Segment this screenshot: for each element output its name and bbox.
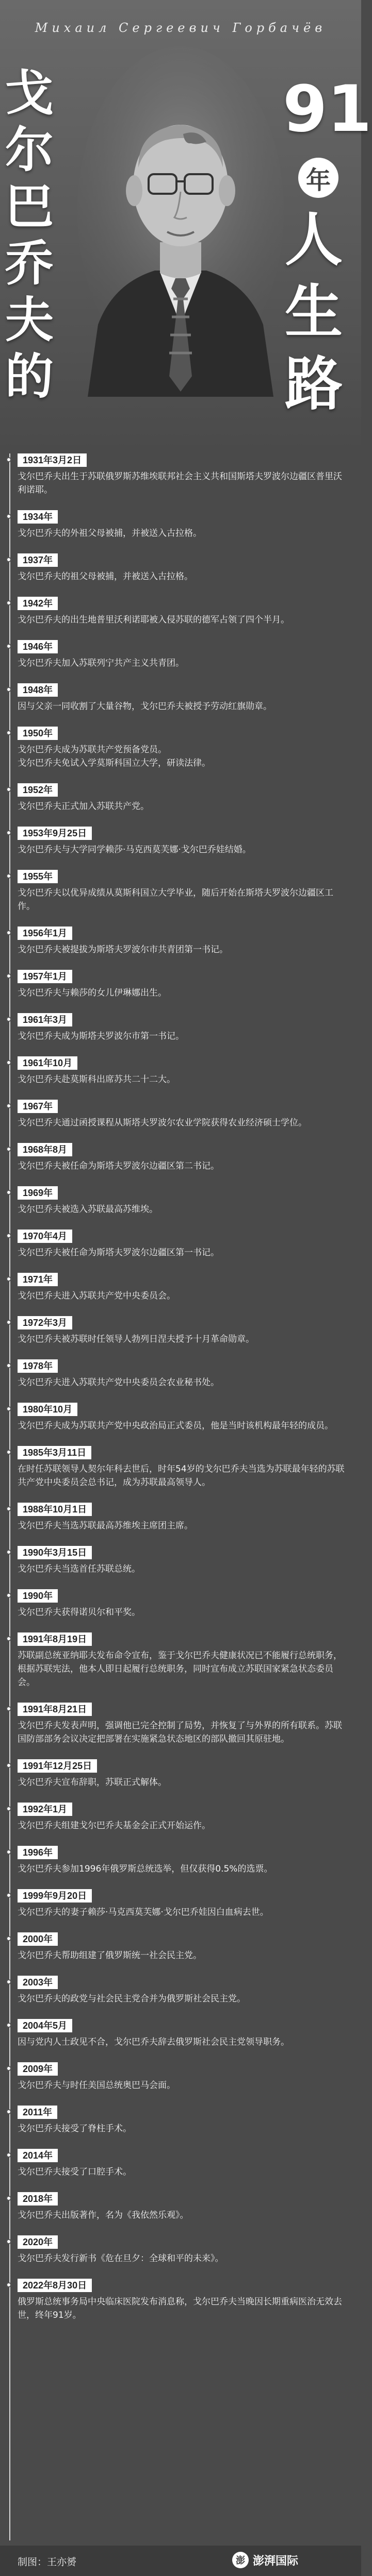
timeline-dot (6, 1979, 11, 1984)
event-text: 戈尔巴乔夫加入苏联列宁共产主义共青团。 (18, 658, 184, 668)
year-badge: 年 (298, 158, 338, 198)
timeline-dot (6, 1849, 11, 1855)
event-date: 1968年8月 (18, 1143, 72, 1156)
timeline-dot (6, 1506, 11, 1511)
portrait-illustration (77, 57, 284, 397)
event-text: 戈尔巴乔夫被任命为斯塔夫罗波尔边疆区第一书记。 (18, 1248, 219, 1258)
timeline-dot (6, 457, 11, 462)
timeline-dot (6, 2066, 11, 2071)
event-date: 2014年 (18, 2149, 58, 2162)
timeline-dot (6, 1233, 11, 1238)
event-date: 1999年9月20日 (18, 1889, 92, 1902)
timeline-dot (6, 787, 11, 792)
event-text: 戈尔巴乔夫与大学同学赖莎·马克西莫芙娜·戈尔巴乔娃结婚。 (18, 845, 251, 855)
event-date: 1978年 (18, 1359, 58, 1373)
event-date: 1970年4月 (18, 1230, 72, 1243)
timeline-line (9, 453, 10, 2540)
event-date: 1996年 (18, 1846, 58, 1859)
event-text: 戈尔巴乔夫当选首任苏联总统。 (18, 1564, 140, 1574)
event-text: 戈尔巴乔夫成为苏联共产党预备党员。 戈尔巴乔夫免试入学莫斯科国立大学，研读法律。 (18, 745, 211, 768)
timeline-dot (6, 1706, 11, 1711)
event-text: 戈尔巴乔夫被苏联时任领导人勃列日涅夫授予十月革命勋章。 (18, 1334, 254, 1344)
event-date: 1990年 (18, 1589, 58, 1603)
event-text: 戈尔巴乔夫进入苏联共产党中央委员会。 (18, 1291, 175, 1301)
event-text: 俄罗斯总统事务局中央临床医院发布消息称，戈尔巴乔夫当晚因长期重病医治无效去世，终年91岁。 (18, 2297, 342, 2320)
timeline-dot (6, 687, 11, 692)
timeline-dot (6, 2239, 11, 2244)
event-text: 戈尔巴乔夫宣布辞职，苏联正式解体。 (18, 1777, 167, 1788)
timeline (0, 453, 361, 2540)
event-text: 戈尔巴乔夫与时任美国总统奥巴马会面。 (18, 2080, 175, 2091)
event-text: 苏联副总统亚纳耶夫发布命令宣布，鉴于戈尔巴乔夫健康状况已不能履行总统职务，根据苏联宪法，他本人即日起履行总统职务，同时宣布成立苏联国家紧急状态委员会。 (18, 1651, 342, 1688)
timeline-dot (6, 830, 11, 835)
event-text: 戈尔巴乔夫的祖父母被捕，并被送入古拉格。 (18, 571, 193, 582)
event-date: 2011年 (18, 2106, 57, 2119)
title-char: 的 (5, 349, 54, 405)
event-date: 2000年 (18, 1932, 58, 1946)
timeline-dot (6, 2152, 11, 2158)
event-text: 因与党内人士政见不合，戈尔巴乔夫辞去俄罗斯社会民主党领导职务。 (18, 2037, 289, 2047)
timeline-dot (6, 1763, 11, 1768)
timeline-dot (6, 600, 11, 605)
timeline-dot (6, 2109, 11, 2114)
event-date: 2020年 (18, 2235, 58, 2249)
age-number: 91 (283, 72, 372, 146)
title-char: 巴 (5, 179, 54, 235)
event-text: 戈尔巴乔夫出版著作，名为《我依然乐观》。 (18, 2210, 189, 2220)
event-date: 1953年9月25日 (18, 827, 92, 840)
event-text: 戈尔巴乔夫出生于苏联俄罗斯苏维埃联邦社会主义共和国斯塔夫罗波尔边疆区普里沃利诺耶。 (18, 472, 342, 495)
event-text: 戈尔巴乔夫接受了口腔手术。 (18, 2167, 132, 2177)
event-text: 戈尔巴乔夫进入苏联共产党中央委员会农业秘书处。 (18, 1377, 219, 1388)
event-text: 戈尔巴乔夫组建戈尔巴乔夫基金会正式开始运作。 (18, 1821, 211, 1831)
event-text: 戈尔巴乔夫获得诺贝尔和平奖。 (18, 1607, 140, 1618)
event-date: 1991年8月19日 (18, 1632, 92, 1646)
event-date: 1969年 (18, 1186, 58, 1200)
timeline-dot (6, 514, 11, 519)
event-date: 1971年 (18, 1273, 58, 1286)
event-date: 1991年8月21日 (18, 1703, 92, 1716)
event-text: 戈尔巴乔夫与赖莎的女儿伊琳娜出生。 (18, 988, 167, 998)
title-char: 路 (285, 351, 343, 418)
timeline-dot (6, 1593, 11, 1598)
event-date: 1972年3月 (18, 1316, 72, 1329)
title-char: 夫 (5, 292, 54, 348)
event-date: 2004年5月 (18, 2019, 72, 2032)
event-date: 1937年 (18, 553, 58, 567)
timeline-dot (6, 1320, 11, 1325)
timeline-dot (6, 1017, 11, 1022)
event-date: 1961年3月 (18, 1013, 72, 1026)
logo-text: 澎湃国际 (253, 2554, 299, 2568)
timeline-dot (6, 1147, 11, 1152)
event-date: 1991年12月25日 (18, 1759, 97, 1773)
publisher-logo (232, 2552, 298, 2568)
timeline-dot (6, 557, 11, 562)
timeline-dot (6, 1363, 11, 1368)
timeline-dot (6, 2196, 11, 2201)
event-date: 1952年 (18, 783, 58, 797)
timeline-dot (6, 873, 11, 879)
logo-mark-icon: 澎 (232, 2552, 249, 2568)
event-text: 戈尔巴乔夫发表声明，强调他已完全控制了局势，并恢复了与外界的所有联系。苏联国防部部务会议决定把部署在实施紧急状态地区的部队撤回其原驻地。 (18, 1721, 342, 1744)
timeline-dot (6, 1806, 11, 1811)
event-date: 1990年3月15日 (18, 1546, 92, 1559)
timeline-dot (6, 1103, 11, 1108)
event-text: 戈尔巴乔夫以优异成绩从莫斯科国立大学毕业，随后开始在斯塔夫罗波尔边疆区工作。 (18, 888, 333, 912)
event-date: 1931年3月2日 (18, 453, 87, 467)
event-date: 1957年1月 (18, 970, 72, 983)
timeline-dot (6, 1893, 11, 1898)
event-text: 戈尔巴乔夫当选苏联最高苏维埃主席团主席。 (18, 1521, 193, 1531)
event-text: 戈尔巴乔夫的妻子赖莎·马克西莫芙娜·戈尔巴乔娃因白血病去世。 (18, 1907, 269, 1917)
event-date: 1955年 (18, 870, 58, 883)
event-date: 1946年 (18, 640, 58, 653)
footer (0, 2546, 361, 2576)
title-char: 戈 (5, 65, 54, 122)
event-date: 1980年10月 (18, 1403, 77, 1416)
timeline-dot (6, 1190, 11, 1195)
event-text: 戈尔巴乔夫成为苏联共产党中央政治局正式委员，他是当时该机构最年轻的成员。 (18, 1421, 333, 1431)
event-text: 戈尔巴乔夫正式加入苏联共产党。 (18, 801, 149, 812)
timeline-dot (6, 1450, 11, 1455)
timeline-dot (6, 2023, 11, 2028)
timeline-dot (6, 930, 11, 935)
timeline-dot (6, 1936, 11, 1941)
event-date: 2003年 (18, 1976, 58, 1989)
title-char: 生 (285, 279, 343, 346)
event-date: 2022年8月30日 (18, 2279, 92, 2292)
event-date: 2018年 (18, 2192, 58, 2205)
timeline-dot (6, 1276, 11, 1282)
event-date: 1992年1月 (18, 1803, 72, 1816)
timeline-dot (6, 1060, 11, 1065)
event-text: 戈尔巴乔夫成为斯塔夫罗波尔市第一书记。 (18, 1031, 184, 1041)
event-text: 戈尔巴乔夫被选入苏联最高苏维埃。 (18, 1204, 158, 1215)
timeline-dot (6, 973, 11, 979)
credit-text: 制图：王亦赟 (18, 2556, 77, 2568)
header (0, 0, 372, 453)
event-text: 戈尔巴乔夫接受了脊柱手术。 (18, 2124, 132, 2134)
event-date: 1985年3月11日 (18, 1446, 91, 1459)
title-char: 尔 (5, 122, 54, 178)
event-text: 因与父亲一同收割了大量谷物，戈尔巴乔夫被授予劳动红旗勋章。 (18, 701, 272, 712)
title-char: 人 (285, 207, 343, 274)
russian-name: Михаил Сергеевич Горбачёв (35, 21, 327, 35)
event-date: 1988年10月1日 (18, 1503, 92, 1516)
event-date: 1961年10月 (18, 1056, 77, 1070)
timeline-dot (6, 1406, 11, 1411)
event-date: 1942年 (18, 597, 58, 610)
event-date: 1967年 (18, 1100, 58, 1113)
timeline-dot (6, 730, 11, 735)
event-text: 戈尔巴乔夫的外祖父母被捕，并被送入古拉格。 (18, 528, 202, 538)
timeline-dot (6, 1636, 11, 1641)
event-text: 戈尔巴乔夫被提拔为斯塔夫罗波尔市共青团第一书记。 (18, 945, 228, 955)
title-char: 乔 (5, 235, 54, 292)
event-date: 1948年 (18, 683, 58, 697)
timeline-dot (6, 644, 11, 649)
event-date: 1956年1月 (18, 927, 72, 940)
event-text: 戈尔巴乔夫赴莫斯科出席苏共二十二大。 (18, 1074, 175, 1085)
event-date: 2009年 (18, 2062, 58, 2076)
timeline-dot (6, 2282, 11, 2287)
event-text: 戈尔巴乔夫参加1996年俄罗斯总统选举，但仅获得0.5%的选票。 (18, 1864, 273, 1874)
event-date: 1950年 (18, 727, 58, 740)
event-text: 在时任苏联领导人契尔年科去世后，时年54岁的戈尔巴乔夫当选为苏联最年轻的苏联共产党中央委员会总书记，成为苏联最高领导人。 (18, 1464, 345, 1488)
event-text: 戈尔巴乔夫发行新书《危在旦夕：全球和平的未来》。 (18, 2253, 224, 2264)
event-text: 戈尔巴乔夫被任命为斯塔夫罗波尔边疆区第二书记。 (18, 1161, 219, 1171)
event-text: 戈尔巴乔夫通过函授课程从斯塔夫罗波尔农业学院获得农业经济硕士学位。 (18, 1118, 307, 1128)
timeline-dot (6, 1550, 11, 1555)
event-date: 1934年 (18, 510, 58, 524)
event-text: 戈尔巴乔夫的政党与社会民主党合并为俄罗斯社会民主党。 (18, 1994, 246, 2004)
event-text: 戈尔巴乔夫的出生地普里沃利诺耶被入侵苏联的德军占领了四个半月。 (18, 615, 289, 625)
event-text: 戈尔巴乔夫帮助组建了俄罗斯统一社会民主党。 (18, 1950, 202, 1961)
